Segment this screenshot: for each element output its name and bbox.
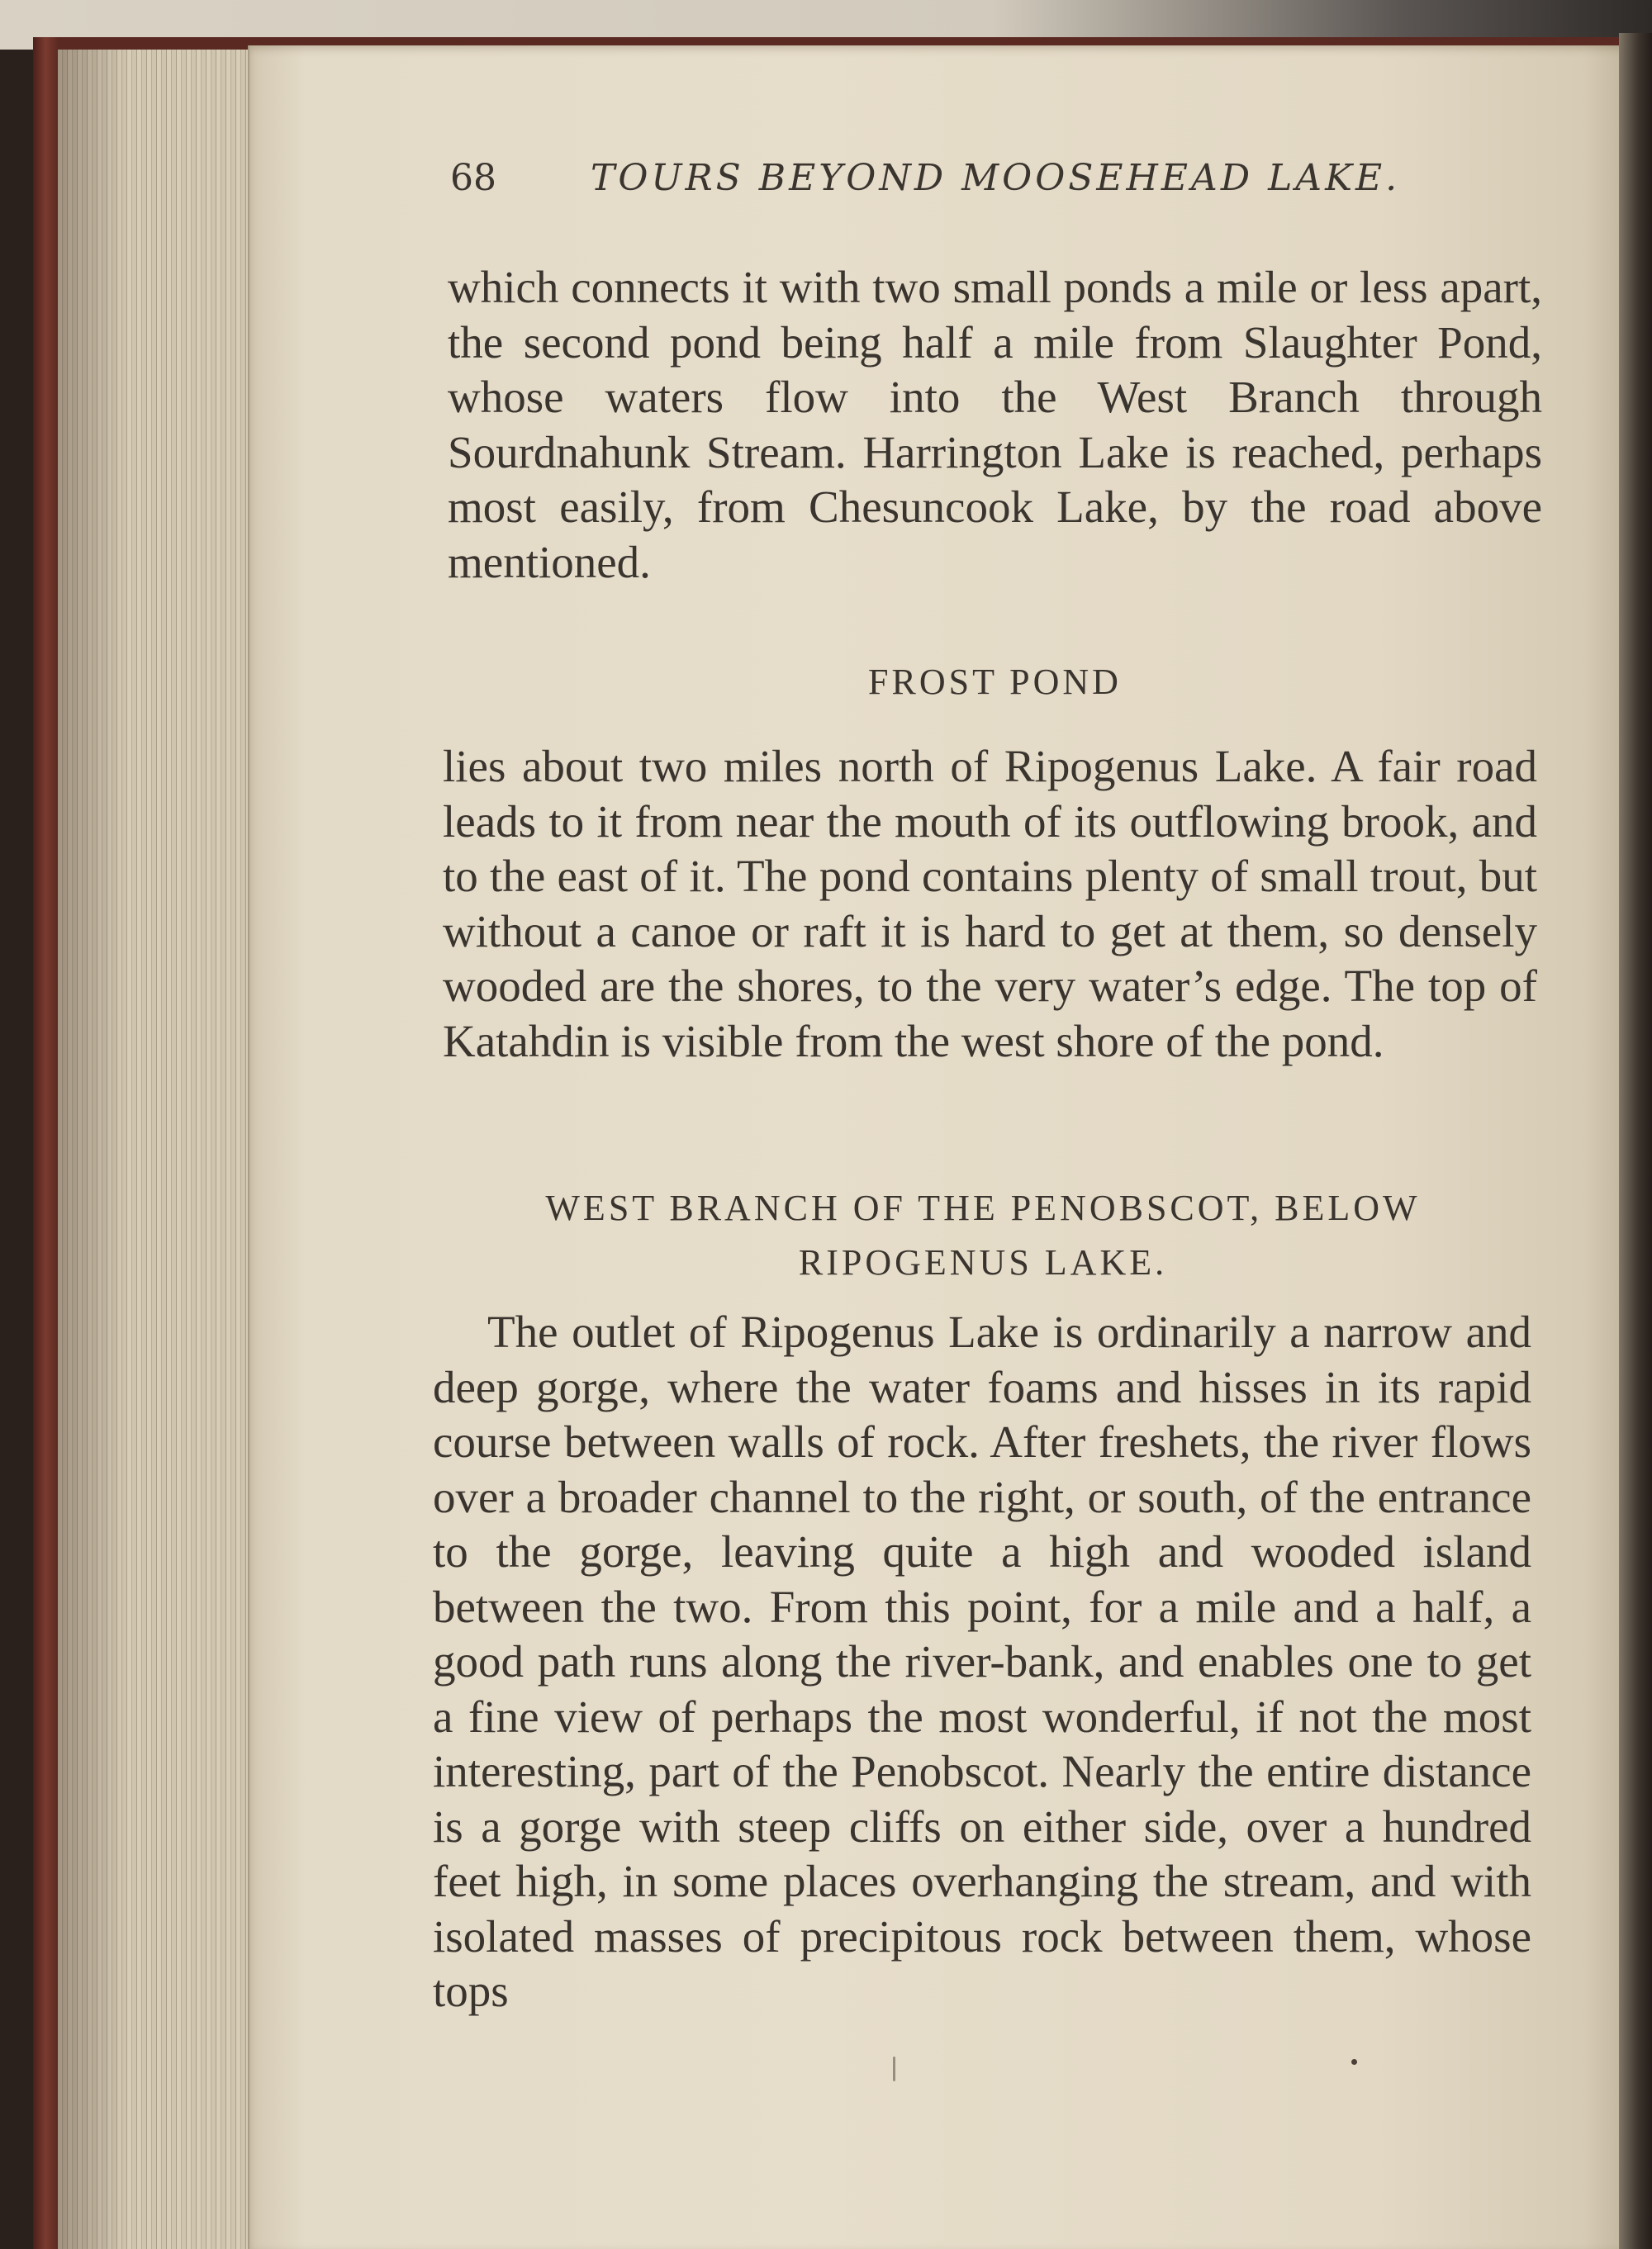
paragraph-harrington-lake: which connects it with two small ponds a mile or less apart, the second pond being half a mile from Slaughter Pond, whose waters flow into the West Branch through Sourdnahunk Stream. Harrington Lake is reached, perhaps most easily, from Chesuncook Lake, by the road above mentioned. (448, 262, 1542, 587)
paragraph-west-branch: The outlet of Ripogenus Lake is ordinarily a narrow and deep gorge, where the water foams and hisses in its rapid course between walls of rock. After freshets, the river flows over a broader channel to the right, or south, of the entrance to the gorge, leaving quite a high and wooded island between the two. From this point, for a mile and a half, a good path runs along the river-bank, and enables one to get a fine view of perhaps the most wonderful, if not the most interesting, part of the Penobscot. Nearly the entire distance is a gorge with steep cliffs on either side, over a hundred feet high, in some places overhanging the stream, and with isolated masses of precipitous rock between them, whose tops (433, 1307, 1531, 2016)
page-number: 68 (450, 157, 496, 199)
section-heading-line-2: RIPOGENUS LAKE. (798, 1242, 1168, 1283)
running-head (450, 157, 1557, 223)
running-title: TOURS BEYOND MOOSEHEAD LAKE. (591, 157, 1401, 199)
section-heading-frost-pond: FROST POND (868, 662, 1122, 702)
paper-speck (1351, 2059, 1357, 2065)
right-gutter-shadow (1619, 33, 1652, 2249)
section-heading-west-branch (430, 1181, 1536, 1290)
book-cover-edge (33, 37, 58, 2249)
section-heading-line-1: WEST BRANCH OF THE PENOBSCOT, BELOW (545, 1188, 1421, 1228)
paper-speck (893, 2057, 895, 2081)
paragraph-frost-pond: lies about two miles north of Ripogenus Lake. A fair road leads to it from near the mouth of its outflowing brook, and to the east of it. The pond contains plenty of small trout, but without a canoe or raft it is hard to get at them, so densely wooded are the shores, to the very water’s edge. The top of Katahdin is visible from the west shore of the pond. (443, 741, 1537, 1066)
